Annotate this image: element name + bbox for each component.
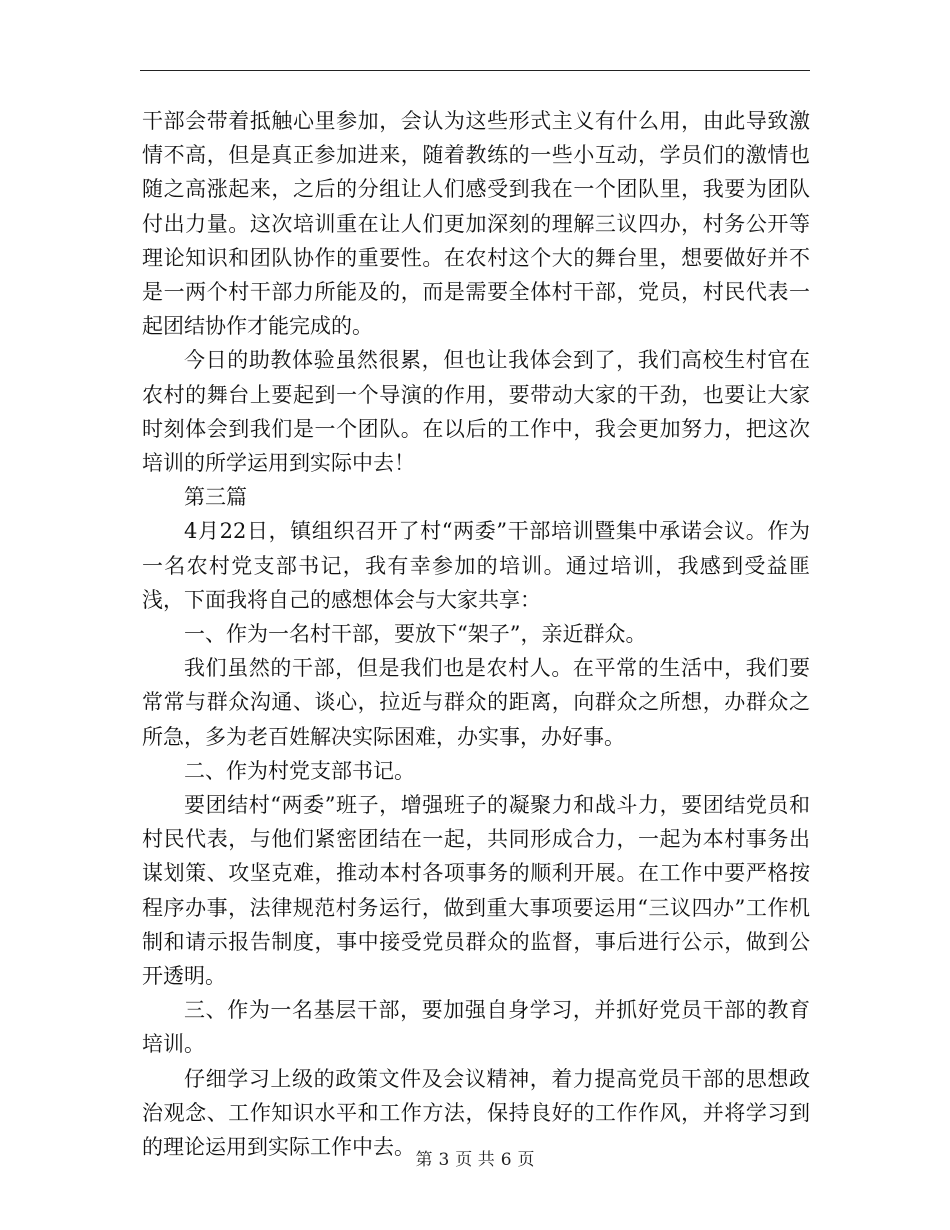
paragraph: 今日的助教体验虽然很累，但也让我体会到了，我们高校生村官在农村的舞台上要起到一个导演的作用，要带动大家的干劲，也要让大家时刻体会到我们是一个团队。在以后的工作中，我会更加努力，把这次培训的所学运用到实际中去！ [142,348,810,476]
page-total: 6 [500,1150,512,1170]
page-number: 3 [438,1150,450,1170]
document-body [142,104,810,1164]
page-footer [0,1148,950,1172]
paragraph: 仔细学习上级的政策文件及会议精神，着力提高党员干部的思想政治观念、工作知识水平和工作方法，保持良好的工作作风，并将学习到的理论运用到实际工作中去。 [142,1066,810,1160]
paragraph: 要团结村“两委”班子，增强班子的凝聚力和战斗力，要团结党员和村民代表，与他们紧密团结在一起，共同形成合力，一起为本村事务出谋划策、攻坚克难，推动本村各项事务的顺利开展。在工作中要严格按程序办事，法律规范村务运行，做到重大事项要运用“三议四办”工作机制和请示报告制度，事中接受党员群众的监督，事后进行公示，做到公开透明。 [142,793,810,989]
paragraph: 4月22日，镇组织召开了村“两委”干部培训暨集中承诺会议。作为一名农村党支部书记，我有幸参加的培训。通过培训，我感到受益匪浅，下面我将自己的感想体会与大家共享： [142,519,810,612]
point-heading: 三、作为一名基层干部，要加强自身学习，并抓好党员干部的教育培训。 [142,998,810,1057]
section-heading: 第三篇 [184,485,247,510]
point-heading: 一、作为一名村干部，要放下“架子”，亲近群众。 [184,622,647,647]
footer-prefix: 第 [415,1150,433,1170]
point-heading: 二、作为村党支部书记。 [184,758,415,783]
footer-middle: 页 共 [455,1150,495,1170]
paragraph: 我们虽然的干部，但是我们也是农村人。在平常的生活中，我们要常常与群众沟通、谈心，拉近与群众的距离，向群众之所想，办群众之所急，多为老百姓解决实际困难，办实事，办好事。 [142,656,810,749]
header-rule [140,70,810,71]
paragraph: 干部会带着抵触心里参加，会认为这些形式主义有什么用，由此导致激情不高，但是真正参加进来，随着教练的一些小互动，学员们的激情也随之高涨起来，之后的分组让人们感受到我在一个团队里，我要为团队付出力量。这次培训重在让人们更加深刻的理解三议四办，村务公开等理论知识和团队协作的重要性。在农村这个大的舞台里，想要做好并不是一两个村干部力所能及的，而是需要全体村干部，党员，村民代表一起团结协作才能完成的。 [142,109,810,339]
footer-suffix: 页 [517,1150,535,1170]
